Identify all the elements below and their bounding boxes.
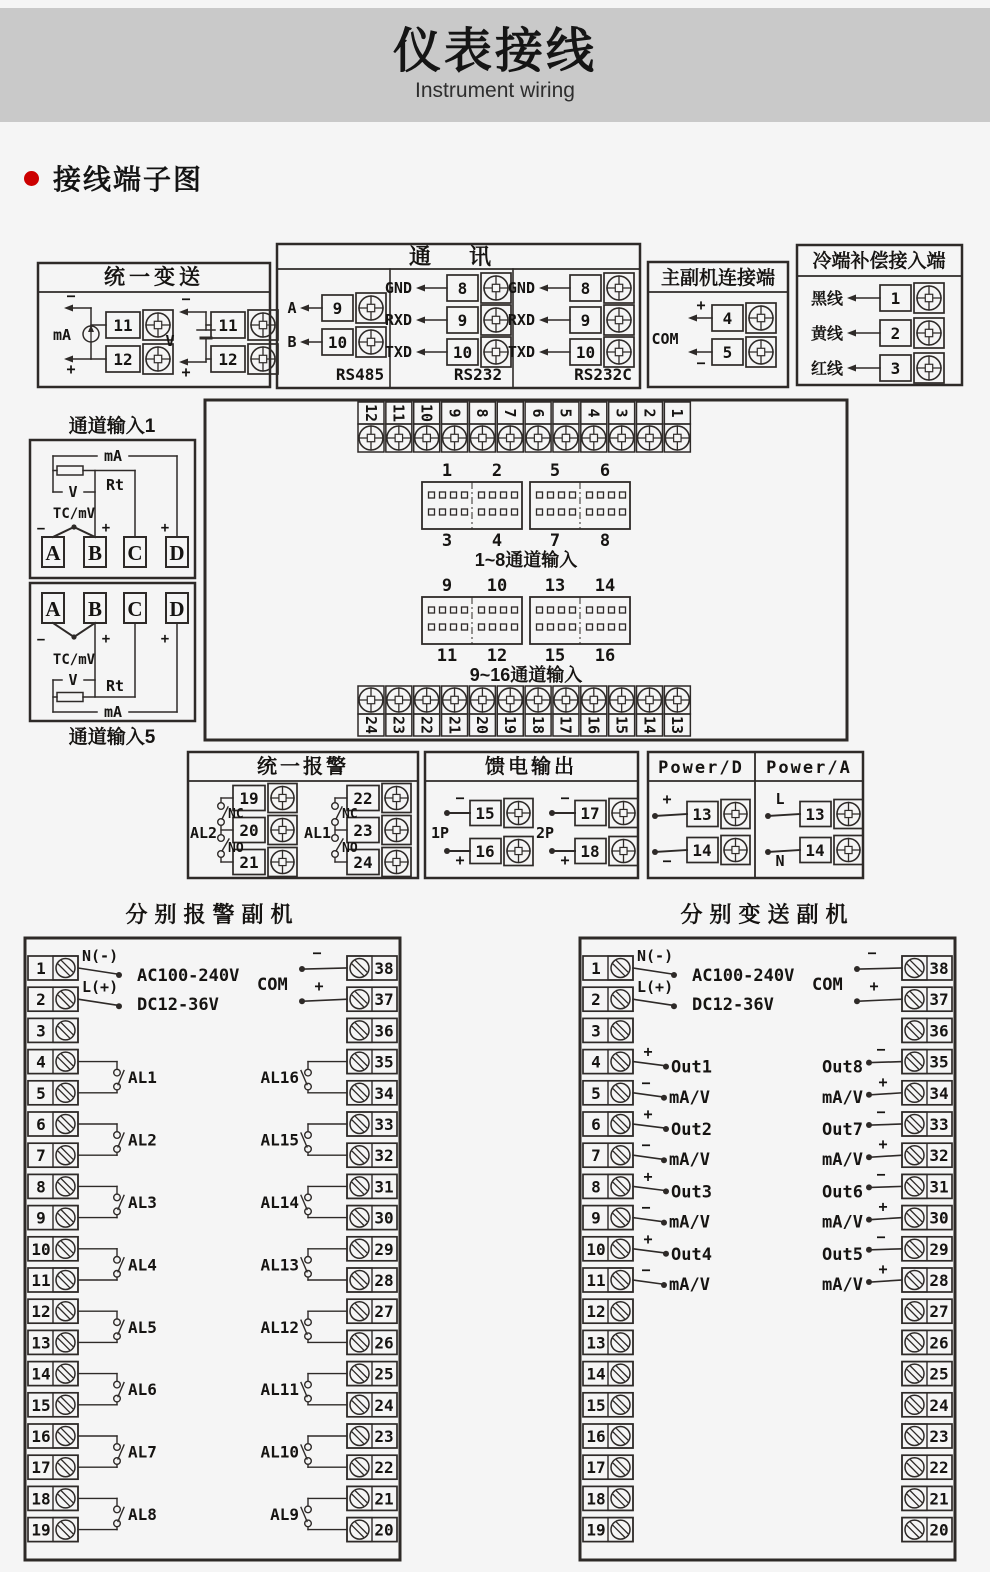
svg-text:mA/V: mA/V [669, 1087, 710, 1108]
svg-text:17: 17 [586, 1458, 606, 1478]
svg-text:1: 1 [890, 289, 901, 308]
svg-text:17: 17 [556, 715, 575, 735]
svg-text:−: − [641, 1136, 651, 1155]
panel-channel-input-5 [30, 583, 195, 748]
svg-text:Rt: Rt [105, 476, 125, 494]
svg-text:5: 5 [549, 461, 561, 481]
svg-text:15: 15 [31, 1395, 51, 1415]
svg-text:9: 9 [445, 408, 464, 418]
svg-text:1: 1 [441, 461, 453, 481]
svg-text:23: 23 [929, 1427, 949, 1446]
svg-text:分别报警副机: 分别报警副机 [125, 902, 300, 927]
svg-text:17: 17 [580, 804, 600, 823]
svg-text:14: 14 [805, 841, 825, 860]
svg-text:−: − [641, 1198, 651, 1217]
svg-text:22: 22 [417, 715, 436, 735]
svg-text:20: 20 [473, 715, 492, 735]
svg-text:−: − [876, 1227, 886, 1246]
svg-text:8: 8 [580, 279, 591, 298]
svg-text:+: + [869, 977, 879, 996]
svg-text:2: 2 [491, 461, 503, 481]
svg-text:16: 16 [475, 842, 495, 861]
svg-text:−: − [641, 1261, 651, 1279]
svg-text:N(-): N(-) [637, 947, 674, 965]
svg-text:35: 35 [929, 1052, 949, 1072]
svg-text:11: 11 [218, 316, 238, 335]
svg-text:24: 24 [353, 853, 373, 872]
svg-text:NC: NC [342, 807, 358, 822]
svg-text:GND: GND [384, 279, 412, 297]
svg-text:25: 25 [374, 1364, 394, 1384]
svg-text:13: 13 [544, 576, 566, 596]
svg-text:20: 20 [929, 1520, 949, 1540]
svg-text:L: L [775, 790, 785, 808]
svg-text:6: 6 [36, 1115, 46, 1134]
svg-text:15: 15 [475, 804, 495, 823]
svg-text:29: 29 [374, 1239, 394, 1259]
svg-text:37: 37 [929, 990, 949, 1010]
svg-text:31: 31 [929, 1177, 949, 1197]
svg-text:+: + [643, 1167, 653, 1186]
svg-text:红线: 红线 [810, 361, 843, 378]
svg-text:3: 3 [441, 531, 453, 551]
svg-text:21: 21 [445, 715, 464, 735]
svg-text:11: 11 [113, 316, 133, 335]
svg-text:18: 18 [586, 1489, 606, 1509]
svg-text:14: 14 [586, 1364, 606, 1384]
svg-text:+: + [643, 1229, 653, 1248]
svg-text:19: 19 [31, 1520, 51, 1540]
svg-text:−: − [876, 1040, 886, 1059]
svg-text:统一变送: 统一变送 [104, 266, 204, 289]
svg-text:10: 10 [452, 343, 473, 362]
svg-text:18: 18 [31, 1489, 51, 1509]
svg-text:15: 15 [586, 1395, 606, 1415]
svg-text:19: 19 [501, 715, 519, 735]
svg-text:19: 19 [239, 789, 259, 808]
svg-text:7: 7 [36, 1146, 46, 1166]
svg-text:−: − [455, 789, 465, 807]
svg-text:34: 34 [374, 1083, 394, 1103]
svg-text:23: 23 [389, 715, 408, 735]
svg-text:11: 11 [31, 1271, 51, 1290]
svg-text:22: 22 [353, 789, 373, 808]
svg-text:38: 38 [929, 959, 949, 978]
svg-text:6: 6 [591, 1115, 601, 1134]
svg-text:GND: GND [507, 279, 535, 297]
svg-text:23: 23 [353, 821, 373, 840]
svg-text:14: 14 [594, 576, 616, 596]
panel-master-slave [648, 262, 788, 387]
svg-text:mA: mA [103, 703, 123, 721]
svg-text:12: 12 [361, 403, 380, 423]
panel-channel-input-1 [30, 414, 195, 578]
svg-text:9: 9 [36, 1208, 46, 1228]
svg-text:通道输入5: 通道输入5 [68, 727, 156, 748]
svg-text:Out5: Out5 [822, 1244, 863, 1265]
svg-text:COM: COM [651, 330, 679, 348]
svg-text:12: 12 [486, 646, 508, 666]
svg-text:13: 13 [31, 1333, 51, 1353]
svg-text:RXD: RXD [507, 311, 535, 329]
svg-text:4: 4 [584, 408, 603, 418]
svg-text:16: 16 [31, 1427, 51, 1446]
svg-text:12: 12 [586, 1302, 606, 1322]
panel-alarm-slave [25, 902, 400, 1560]
svg-text:22: 22 [929, 1458, 949, 1478]
svg-text:26: 26 [374, 1333, 394, 1353]
svg-text:9: 9 [591, 1208, 601, 1228]
svg-text:21: 21 [239, 853, 259, 872]
svg-text:+: + [314, 977, 324, 996]
svg-text:AL15: AL15 [260, 1130, 299, 1150]
svg-text:AL4: AL4 [128, 1255, 157, 1275]
svg-text:24: 24 [374, 1395, 394, 1415]
svg-text:13: 13 [586, 1333, 606, 1353]
svg-text:NO: NO [342, 841, 358, 856]
svg-text:10: 10 [31, 1239, 51, 1259]
svg-text:+: + [696, 296, 706, 314]
svg-text:B: B [87, 597, 103, 621]
svg-text:AL2: AL2 [128, 1130, 157, 1150]
svg-text:5: 5 [722, 343, 733, 362]
svg-text:27: 27 [929, 1302, 949, 1322]
panel-communication [277, 244, 640, 388]
svg-text:5: 5 [36, 1083, 46, 1103]
svg-text:B: B [87, 541, 103, 565]
svg-text:10: 10 [327, 333, 348, 352]
svg-text:+: + [662, 790, 672, 808]
svg-text:2: 2 [36, 990, 46, 1010]
svg-text:Power/A: Power/A [766, 758, 852, 778]
svg-text:RXD: RXD [384, 311, 412, 329]
svg-text:Out3: Out3 [671, 1182, 712, 1203]
svg-text:7: 7 [591, 1146, 601, 1166]
svg-text:V: V [165, 332, 175, 350]
svg-text:B: B [287, 333, 297, 351]
svg-text:28: 28 [374, 1271, 394, 1290]
svg-text:−: − [876, 1165, 886, 1184]
svg-text:9: 9 [332, 299, 343, 318]
svg-text:mA/V: mA/V [822, 1087, 863, 1108]
svg-text:AL1: AL1 [128, 1068, 157, 1088]
svg-text:2: 2 [591, 990, 601, 1010]
svg-text:13: 13 [692, 805, 712, 824]
svg-text:−: − [36, 632, 46, 648]
panel-cold-comp [797, 245, 962, 385]
svg-text:9: 9 [441, 576, 453, 596]
svg-text:mA/V: mA/V [822, 1275, 863, 1295]
svg-text:+: + [560, 851, 570, 869]
svg-text:TXD: TXD [384, 343, 412, 361]
svg-text:21: 21 [374, 1489, 394, 1509]
svg-text:36: 36 [929, 1021, 949, 1041]
svg-text:DC12-36V: DC12-36V [692, 995, 774, 1016]
svg-text:通 讯: 通 讯 [408, 244, 508, 269]
page-subtitle: Instrument wiring [415, 79, 575, 103]
svg-text:分别变送副机: 分别变送副机 [680, 902, 855, 927]
svg-text:21: 21 [929, 1489, 949, 1509]
svg-text:20: 20 [374, 1520, 394, 1540]
svg-text:3: 3 [36, 1021, 46, 1041]
svg-text:NO: NO [228, 841, 244, 856]
svg-text:−: − [560, 789, 570, 807]
svg-text:32: 32 [374, 1146, 394, 1166]
svg-text:TXD: TXD [507, 343, 535, 361]
svg-text:2: 2 [640, 408, 659, 418]
svg-text:Power/D: Power/D [658, 758, 744, 778]
svg-text:8: 8 [36, 1177, 46, 1197]
svg-text:−: − [36, 521, 46, 537]
svg-text:14: 14 [692, 841, 712, 860]
svg-text:Out4: Out4 [671, 1244, 712, 1265]
svg-text:冷端补偿接入端: 冷端补偿接入端 [812, 251, 946, 272]
svg-text:24: 24 [361, 715, 380, 735]
svg-text:22: 22 [374, 1458, 394, 1478]
svg-text:14: 14 [640, 715, 659, 735]
svg-text:AL13: AL13 [260, 1255, 299, 1275]
svg-text:+: + [101, 631, 111, 647]
svg-text:AC100-240V: AC100-240V [692, 966, 795, 986]
svg-text:10: 10 [486, 576, 508, 596]
svg-text:mA/V: mA/V [669, 1212, 710, 1233]
svg-text:Out1: Out1 [671, 1057, 712, 1078]
svg-text:8: 8 [457, 279, 468, 298]
svg-text:15: 15 [612, 715, 631, 735]
svg-text:30: 30 [374, 1208, 394, 1228]
svg-text:9: 9 [580, 311, 591, 330]
svg-text:AL1: AL1 [304, 824, 332, 842]
svg-text:−: − [696, 354, 706, 372]
svg-text:馈电输出: 馈电输出 [485, 756, 577, 778]
svg-text:−: − [312, 944, 322, 962]
svg-text:18: 18 [580, 842, 600, 861]
svg-text:+: + [643, 1042, 653, 1061]
svg-text:1: 1 [36, 959, 46, 978]
svg-text:主副机连接端: 主副机连接端 [660, 268, 776, 289]
svg-text:15: 15 [544, 646, 566, 666]
panel-feed-output [425, 752, 638, 878]
svg-text:A: A [287, 299, 297, 317]
svg-text:mA/V: mA/V [669, 1150, 710, 1171]
svg-text:COM: COM [257, 975, 288, 995]
svg-text:C: C [127, 541, 143, 565]
svg-text:Out6: Out6 [822, 1182, 863, 1203]
svg-text:34: 34 [929, 1083, 949, 1103]
svg-text:11: 11 [586, 1271, 606, 1290]
svg-text:9: 9 [457, 311, 468, 330]
svg-text:35: 35 [374, 1052, 394, 1072]
svg-text:+: + [878, 1135, 888, 1154]
svg-text:AL3: AL3 [128, 1193, 157, 1212]
svg-text:13: 13 [805, 805, 825, 824]
svg-text:11: 11 [436, 646, 458, 666]
svg-text:TC/mV: TC/mV [52, 506, 96, 522]
svg-text:L(+): L(+) [637, 978, 674, 997]
svg-text:A: A [45, 541, 61, 565]
svg-text:6: 6 [528, 408, 547, 418]
svg-text:1P: 1P [431, 824, 450, 842]
svg-text:4: 4 [491, 531, 503, 551]
svg-text:Rt: Rt [105, 677, 125, 695]
svg-text:12: 12 [113, 350, 133, 369]
svg-text:16: 16 [584, 715, 603, 735]
svg-text:2: 2 [890, 324, 901, 343]
svg-text:通道输入1: 通道输入1 [68, 416, 156, 437]
svg-text:N: N [775, 852, 785, 870]
svg-text:−: − [181, 290, 191, 308]
svg-text:12: 12 [218, 350, 238, 369]
svg-text:10: 10 [575, 343, 596, 362]
svg-text:AL6: AL6 [128, 1380, 157, 1400]
svg-text:AL8: AL8 [128, 1505, 157, 1524]
svg-text:AL10: AL10 [260, 1442, 299, 1462]
svg-text:AL16: AL16 [260, 1068, 299, 1088]
svg-text:RS232C: RS232C [574, 365, 632, 384]
svg-text:25: 25 [929, 1364, 949, 1384]
svg-text:24: 24 [929, 1395, 949, 1415]
svg-text:mA/V: mA/V [822, 1150, 863, 1171]
svg-text:5: 5 [556, 408, 575, 418]
svg-text:8: 8 [599, 531, 611, 551]
svg-text:7: 7 [501, 408, 519, 418]
svg-text:6: 6 [599, 461, 611, 481]
svg-text:N(-): N(-) [82, 947, 119, 965]
svg-text:33: 33 [374, 1115, 394, 1134]
svg-text:27: 27 [374, 1302, 394, 1322]
svg-text:Out7: Out7 [822, 1120, 863, 1140]
svg-text:−: − [876, 1103, 886, 1121]
svg-text:1~8通道输入: 1~8通道输入 [474, 550, 578, 570]
svg-text:1: 1 [591, 959, 601, 978]
panel-transmit-slave [580, 902, 955, 1560]
svg-text:AL9: AL9 [270, 1505, 299, 1524]
svg-text:7: 7 [549, 531, 561, 551]
svg-text:AL5: AL5 [128, 1317, 157, 1337]
svg-text:9~16通道输入: 9~16通道输入 [469, 665, 583, 685]
svg-text:16: 16 [594, 646, 616, 666]
svg-text:AC100-240V: AC100-240V [137, 966, 240, 986]
svg-text:AL12: AL12 [260, 1317, 299, 1337]
svg-text:AL2: AL2 [190, 824, 218, 842]
svg-text:V: V [68, 671, 78, 689]
svg-text:13: 13 [668, 715, 687, 735]
svg-text:mA/V: mA/V [822, 1212, 863, 1233]
svg-text:−: − [66, 287, 76, 305]
svg-text:+: + [181, 363, 191, 381]
svg-text:C: C [127, 597, 143, 621]
svg-text:23: 23 [374, 1427, 394, 1446]
svg-text:3: 3 [591, 1021, 601, 1041]
panel-main-board [205, 400, 847, 740]
panel-power [648, 752, 863, 878]
svg-text:11: 11 [389, 403, 408, 423]
svg-text:L(+): L(+) [82, 978, 119, 997]
panel-unified-alarm [188, 752, 418, 878]
svg-text:TC/mV: TC/mV [52, 652, 96, 668]
svg-text:31: 31 [374, 1177, 394, 1197]
svg-text:D: D [169, 541, 185, 565]
panel-unified-transmit [38, 263, 278, 387]
svg-text:RS232: RS232 [453, 365, 503, 384]
svg-text:+: + [878, 1197, 888, 1216]
svg-text:30: 30 [929, 1208, 949, 1228]
svg-text:−: − [662, 852, 672, 870]
svg-text:37: 37 [374, 990, 394, 1010]
svg-text:AL14: AL14 [260, 1193, 299, 1212]
svg-text:36: 36 [374, 1021, 394, 1041]
svg-text:+: + [160, 520, 170, 536]
svg-text:16: 16 [586, 1427, 606, 1446]
svg-text:mA/V: mA/V [669, 1275, 710, 1295]
svg-text:COM: COM [812, 975, 843, 995]
svg-text:mA: mA [52, 326, 72, 344]
svg-text:5: 5 [591, 1083, 601, 1103]
svg-text:+: + [643, 1105, 653, 1123]
svg-text:18: 18 [528, 715, 547, 735]
svg-text:26: 26 [929, 1333, 949, 1353]
svg-text:mA: mA [103, 447, 123, 465]
svg-text:32: 32 [929, 1146, 949, 1166]
svg-text:A: A [45, 597, 61, 621]
svg-text:DC12-36V: DC12-36V [137, 995, 219, 1016]
svg-text:黑线: 黑线 [810, 291, 843, 308]
svg-text:20: 20 [239, 821, 259, 840]
svg-text:V: V [68, 483, 78, 501]
svg-text:NC: NC [228, 807, 244, 822]
svg-text:+: + [878, 1072, 888, 1091]
svg-text:29: 29 [929, 1239, 949, 1259]
svg-text:Out8: Out8 [822, 1057, 863, 1078]
svg-text:+: + [160, 631, 170, 647]
svg-text:黄线: 黄线 [810, 326, 843, 343]
svg-text:AL11: AL11 [260, 1380, 299, 1400]
svg-text:2P: 2P [536, 824, 555, 842]
svg-text:+: + [878, 1260, 888, 1278]
svg-text:3: 3 [890, 359, 901, 378]
svg-text:8: 8 [473, 408, 492, 418]
svg-text:4: 4 [36, 1052, 46, 1072]
svg-text:RS485: RS485 [335, 365, 385, 384]
svg-text:14: 14 [31, 1364, 51, 1384]
svg-text:−: − [641, 1073, 651, 1092]
svg-text:AL7: AL7 [128, 1442, 157, 1462]
svg-text:+: + [455, 851, 465, 869]
svg-text:8: 8 [591, 1177, 601, 1197]
svg-text:+: + [101, 520, 111, 536]
svg-text:Out2: Out2 [671, 1120, 712, 1140]
svg-text:10: 10 [417, 403, 436, 423]
svg-text:4: 4 [722, 309, 733, 328]
svg-text:1: 1 [668, 408, 687, 418]
svg-text:33: 33 [929, 1115, 949, 1134]
svg-text:统一报警: 统一报警 [257, 756, 349, 778]
svg-text:10: 10 [586, 1239, 606, 1259]
svg-text:17: 17 [31, 1458, 51, 1478]
page-title: 仪表接线 [392, 24, 597, 78]
svg-text:3: 3 [612, 408, 631, 418]
svg-text:D: D [169, 597, 185, 621]
svg-text:28: 28 [929, 1271, 949, 1290]
section-heading-label: 接线端子图 [53, 164, 204, 195]
svg-text:12: 12 [31, 1302, 51, 1322]
svg-text:19: 19 [586, 1520, 606, 1540]
svg-text:38: 38 [374, 959, 394, 978]
svg-text:4: 4 [591, 1052, 601, 1072]
svg-text:−: − [867, 944, 877, 962]
svg-text:+: + [66, 360, 76, 378]
